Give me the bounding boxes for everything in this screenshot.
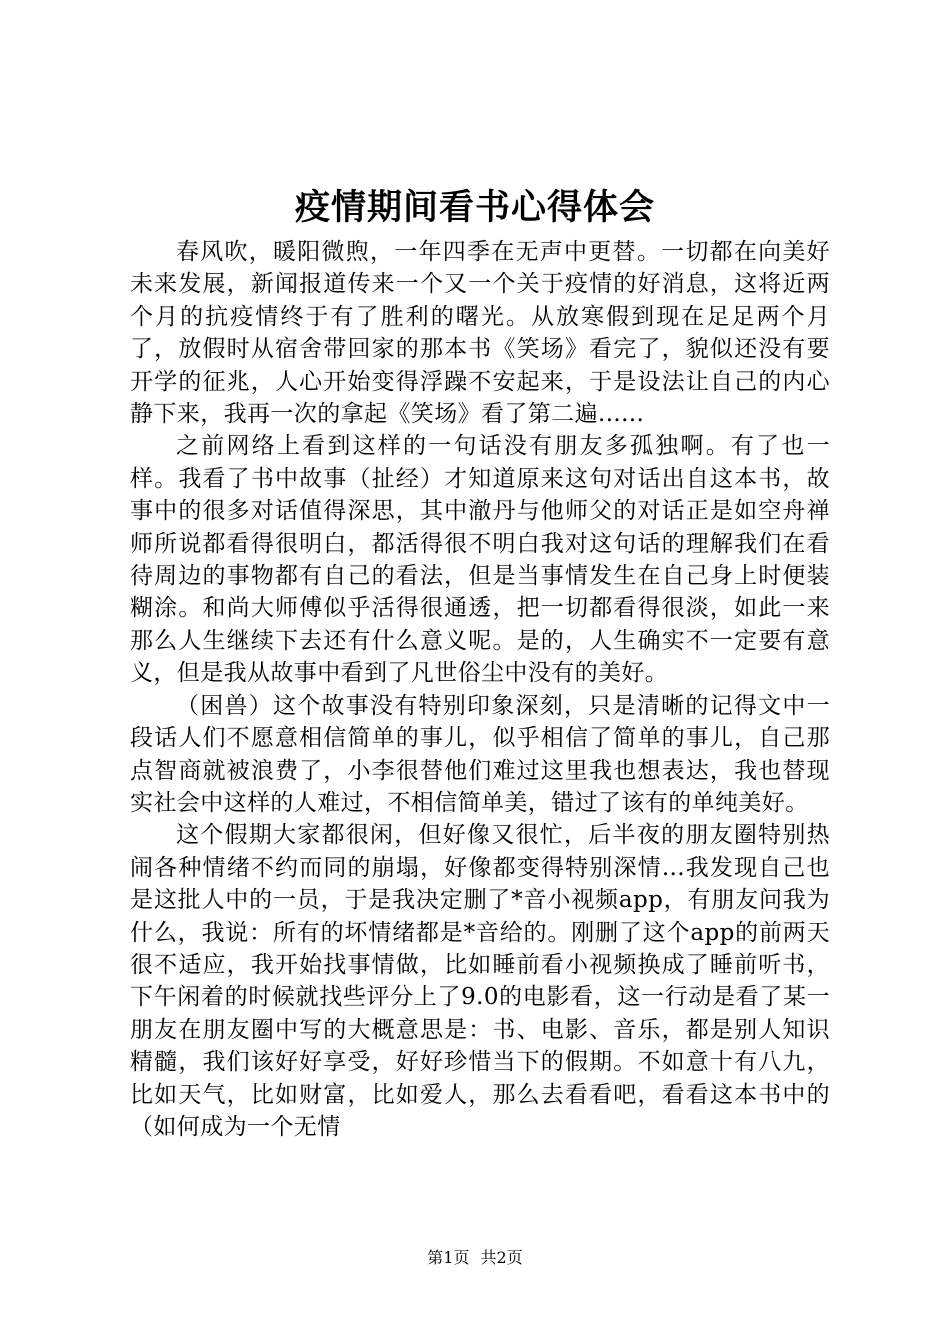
document-title: 疫情期间看书心得体会 [294,187,655,228]
page-footer [0,1247,950,1269]
page-total: 共2页 [480,1248,523,1267]
document-body [130,236,830,1143]
paragraph: （困兽）这个故事没有特别印象深刻，只是清晰的记得文中一段话人们不愿意相信简单的事儿，似乎相信了简单的事儿，自己那点智商就被浪费了，小李很替他们难过这里我也想表达，我也替现实社会中这样的人难过，不相信简单美，错过了该有的单纯美好。 [130,692,830,816]
page-number: 第1页 [427,1248,470,1267]
paragraph: 春风吹，暖阳微煦，一年四季在无声中更替。一切都在向美好未来发展，新闻报道传来一个又一个关于疫情的好消息，这将近两个月的抗疫情终于有了胜利的曙光。从放寒假到现在足足两个月了，放假时从宿舍带回家的那本书《笑场》看完了，貌似还没有要开学的征兆，人心开始变得浮躁不安起来，于是设法让自己的内心静下来，我再一次的拿起《笑场》看了第二遍...... [130,239,830,428]
paragraph: 之前网络上看到这样的一句话没有朋友多孤独啊。有了也一样。我看了书中故事（扯经）才知道原来这句对话出自这本书，故事中的很多对话值得深思，其中澈丹与他师父的对话正是如空舟禅师所说都看得很明白，都活得很不明白我对这句话的理解我们在看待周边的事物都有自己的看法，但是当事情发生在自己身上时便装糊涂。和尚大师傅似乎活得很通透，把一切都看得很淡，如此一来那么人生继续下去还有什么意义呢。是的，人生确实不一定要有意义，但是我从故事中看到了凡世俗尘中没有的美好。 [130,433,830,687]
paragraph: 这个假期大家都很闲，但好像又很忙，后半夜的朋友圈特别热闹各种情绪不约而同的崩塌，好像都变得特别深情...我发现自己也是这批人中的一员，于是我决定删了*音小视频app，有朋友问我为什么，我说：所有的坏情绪都是*音给的。刚删了这个app的前两天很不适应，我开始找事情做，比如睡前看小视频换成了睡前听书，下午闲着的时候就找些评分上了9.0的电影看，这一行动是看了某一朋友在朋友圈中写的大概意思是：书、电影、音乐，都是别人知识精髓，我们该好好享受，好好珍惜当下的假期。不如意十有八九，比如天气，比如财富，比如爱人，那么去看看吧，看看这本书中的（如何成为一个无情 [130,822,830,1140]
